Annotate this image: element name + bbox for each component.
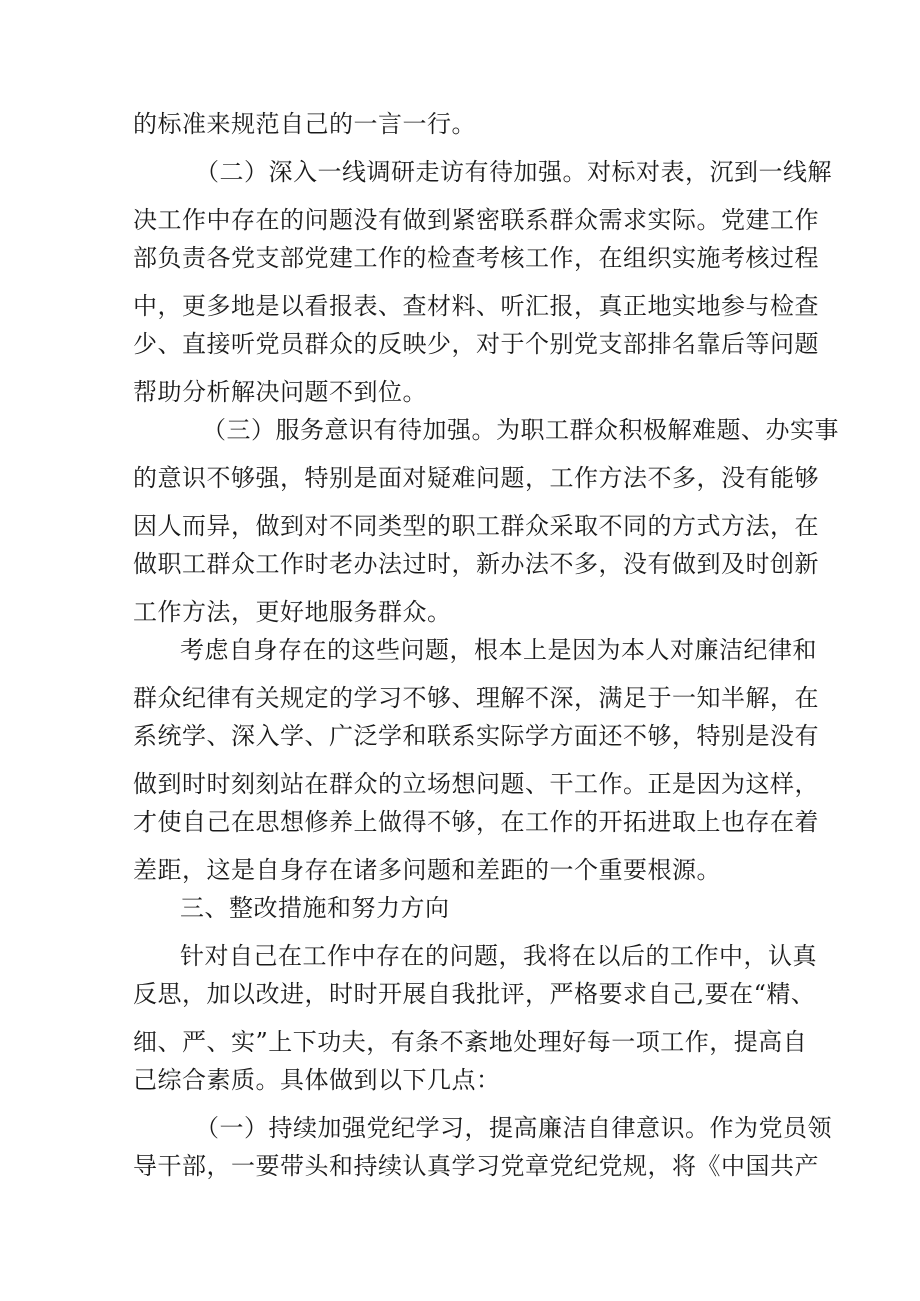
text-line: 己综合素质。具体做到以下几点： [133,1066,501,1094]
text-line: 系统学、深入学、广泛学和联系实际学方面还不够，特别是没有 [133,722,819,750]
text-line: 因人而异，做到对不同类型的职工群众采取不同的方式方法，在 [133,512,819,540]
paragraph-heading-line: （二）深入一线调研走访有待加强。对标对表，沉到一线解 [195,158,832,186]
text-line: 做职工群众工作时老办法过时，新办法不多，没有做到及时创新 [133,550,819,578]
text-line: 工作方法，更好地服务群众。 [133,598,452,626]
text-line: 做到时时刻刻站在群众的立场想问题、干工作。正是因为这样， [133,770,819,798]
text-line: 部负责各党支部党建工作的检查考核工作，在组织实施考核过程 [133,244,819,272]
paragraph-start-line: 考虑自身存在的这些问题，根本上是因为本人对廉洁纪律和 [180,636,817,664]
text-line: 决工作中存在的问题没有做到紧密联系群众需求实际。党建工作 [133,206,819,234]
text-line: 少、直接听党员群众的反映少，对于个别党支部排名靠后等问题 [133,330,819,358]
section-heading: 三、整改措施和努力方向 [180,894,450,922]
text-line: 的标准来规范自己的一言一行。 [133,110,476,138]
text-line: 的意识不够强，特别是面对疑难问题，工作方法不多，没有能够 [133,464,819,492]
paragraph-heading-line: （一）持续加强党纪学习，提高廉洁自律意识。作为党员领 [195,1114,832,1142]
paragraph-heading-line: （三）服务意识有待加强。为职工群众积极解难题、办实事 [202,416,839,444]
text-line: 细、严、实”上下功夫，有条不紊地处理好每一项工作，提高自 [133,1028,808,1056]
text-line: 帮助分析解决问题不到位。 [133,378,427,406]
text-line: 导干部，一要带头和持续认真学习党章党纪党规，将《中国共产 [133,1152,819,1180]
text-line: 群众纪律有关规定的学习不够、理解不深，满足于一知半解，在 [133,684,819,712]
paragraph-start-line: 针对自己在工作中存在的问题，我将在以后的工作中，认真 [180,942,817,970]
text-line: 中，更多地是以看报表、查材料、听汇报，真正地实地参与检查 [133,292,819,320]
text-line: 反思，加以改进，时时开展自我批评，严格要求自己,要在“精、 [133,980,816,1008]
text-line: 差距，这是自身存在诸多问题和差距的一个重要根源。 [133,856,721,884]
text-line: 才使自己在思想修养上做得不够，在工作的开拓进取上也存在着 [133,808,819,836]
